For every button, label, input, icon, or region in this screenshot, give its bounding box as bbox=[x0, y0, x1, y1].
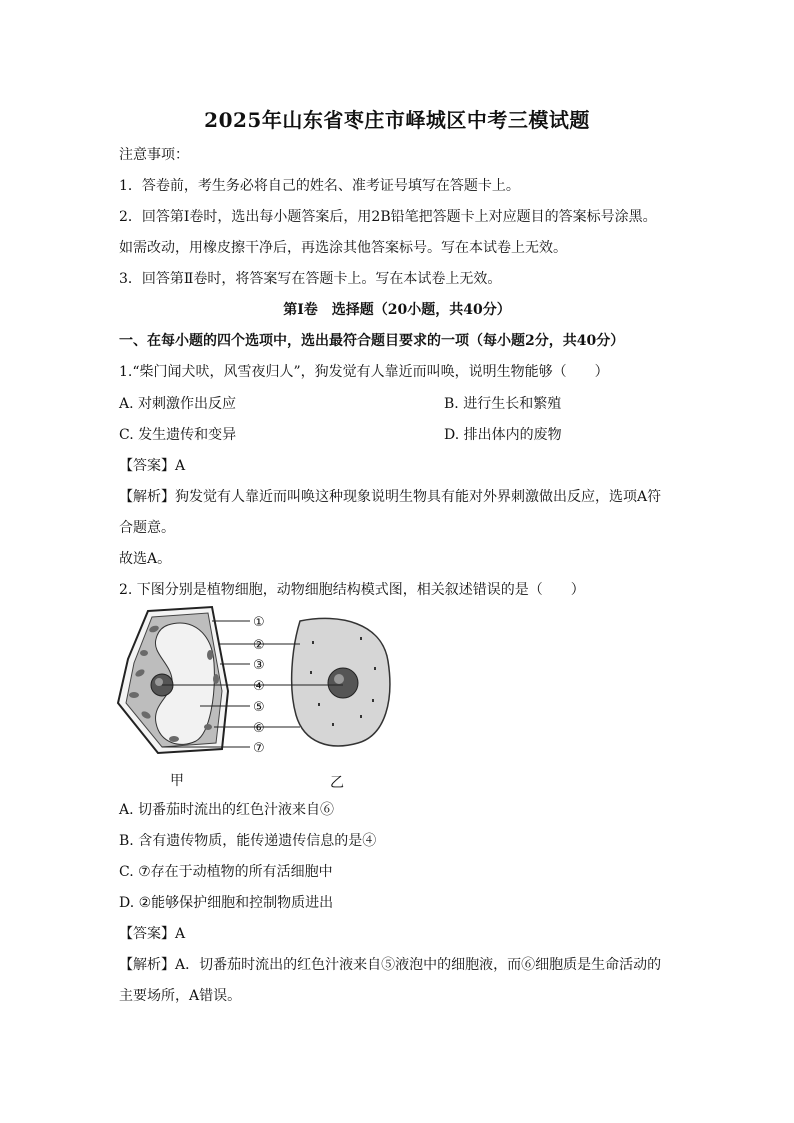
section-title: 第Ⅰ卷 选择题（20小题，共40分） bbox=[283, 302, 511, 318]
q1-analysis-cont: 合题意。 bbox=[119, 520, 175, 536]
notice-item-1: 1．答卷前，考生务必将自己的姓名、准考证号填写在答题卡上。 bbox=[119, 178, 520, 194]
cell-structure-figure bbox=[110, 603, 410, 793]
q1-stem: 1.“柴门闻犬吠，风雪夜归人”，狗发觉有人靠近而叫唤，说明生物能够（ ） bbox=[119, 364, 609, 380]
q1-option-a: A. 对刺激作出反应 bbox=[119, 396, 237, 412]
animal-cell-nucleus bbox=[328, 668, 358, 698]
figure-label-7: ⑦ bbox=[253, 741, 265, 756]
figure-label-1: ① bbox=[253, 615, 265, 630]
part-instruction: 一、在每小题的四个选项中，选出最符合题目要求的一项（每小题2分，共40分） bbox=[119, 333, 625, 349]
q2-analysis-cont: 主要场所，A错误。 bbox=[119, 988, 242, 1004]
q1-option-b: B. 进行生长和繁殖 bbox=[444, 396, 562, 412]
q1-option-c: C. 发生遗传和变异 bbox=[119, 427, 237, 443]
q2-option-a: A. 切番茄时流出的红色汁液来自⑥ bbox=[119, 802, 335, 818]
figure-label-3: ③ bbox=[253, 658, 265, 673]
q2-answer: 【答案】A bbox=[119, 926, 186, 942]
figure-label-2: ② bbox=[253, 638, 265, 653]
figure-label-6: ⑥ bbox=[253, 721, 265, 736]
plant-cell-nucleus-highlight bbox=[155, 678, 163, 686]
figure-label-4: ④ bbox=[253, 679, 265, 694]
q1-conclusion: 故选A。 bbox=[119, 551, 172, 567]
page-title: 2025年山东省枣庄市峄城区中考三模试题 bbox=[204, 108, 590, 132]
notice-item-2-cont: 如需改动，用橡皮擦干净后，再选涂其他答案标号。写在本试卷上无效。 bbox=[119, 240, 567, 256]
notice-item-3: 3．回答第Ⅱ卷时，将答案写在答题卡上。写在本试卷上无效。 bbox=[119, 271, 502, 287]
animal-cell-nucleus-highlight bbox=[334, 674, 344, 684]
q1-answer: 【答案】A bbox=[119, 458, 186, 474]
q2-analysis: 【解析】A．切番茄时流出的红色汁液来自⑤液泡中的细胞液，而⑥细胞质是生命活动的 bbox=[119, 957, 662, 973]
notice-heading: 注意事项： bbox=[119, 147, 189, 163]
notice-item-2: 2．回答第Ⅰ卷时，选出每小题答案后，用2B铅笔把答题卡上对应题目的答案标号涂黑。 bbox=[119, 209, 657, 225]
q2-option-d: D. ②能够保护细胞和控制物质进出 bbox=[119, 895, 334, 911]
q2-option-c: C. ⑦存在于动植物的所有活细胞中 bbox=[119, 864, 333, 880]
q1-option-d: D. 排出体内的废物 bbox=[444, 427, 562, 443]
figure-caption-plant: 甲 bbox=[170, 773, 184, 789]
figure-label-5: ⑤ bbox=[253, 700, 265, 715]
figure-caption-animal: 乙 bbox=[330, 775, 344, 791]
q2-option-b: B. 含有遗传物质，能传递遗传信息的是④ bbox=[119, 833, 377, 849]
q2-stem: 2. 下图分别是植物细胞，动物细胞结构模式图，相关叙述错误的是（ ） bbox=[119, 582, 585, 598]
q1-analysis: 【解析】狗发觉有人靠近而叫唤这种现象说明生物具有能对外界刺激做出反应，选项A符 bbox=[119, 489, 662, 505]
